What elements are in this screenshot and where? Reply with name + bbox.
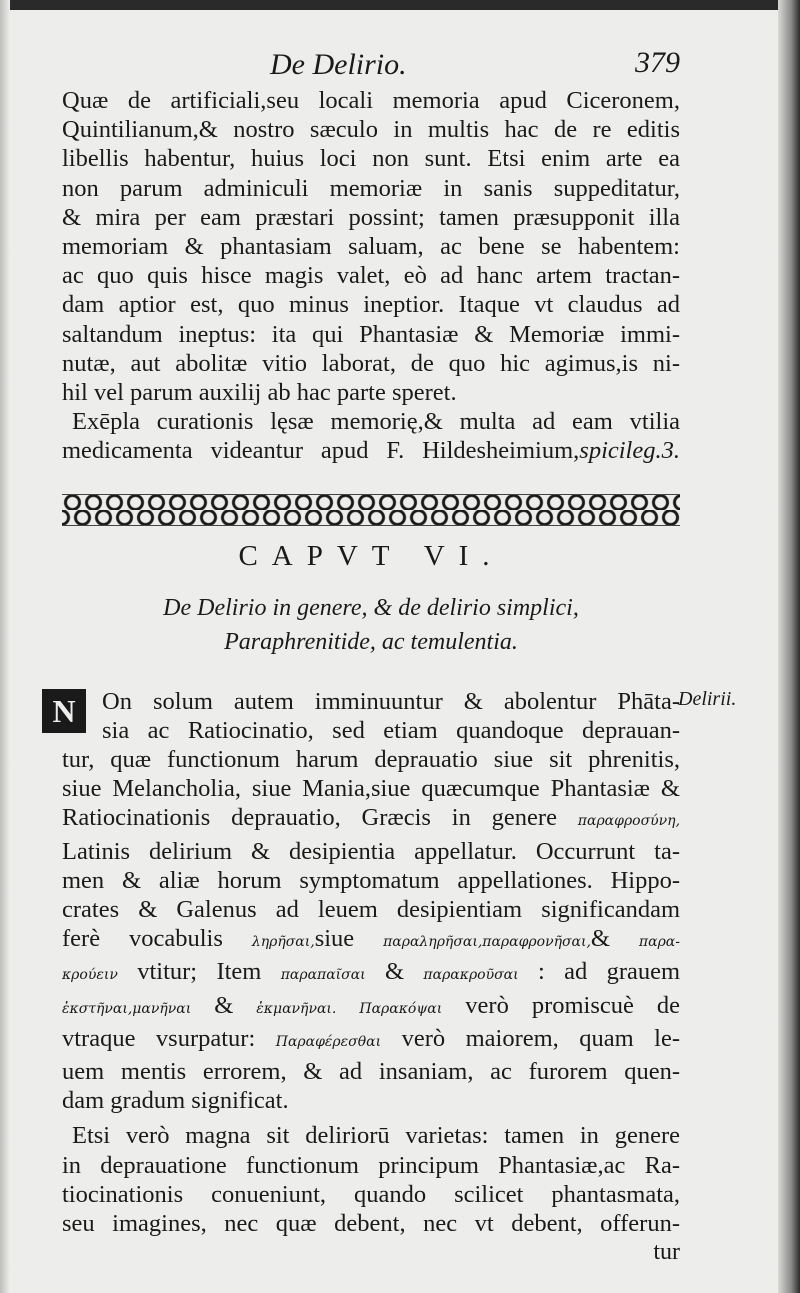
- greek-word: παραπαῖσαι: [280, 967, 366, 984]
- greek-word: ληρῆσαι,: [251, 934, 315, 951]
- text-line: non parum adminiculi memoriæ in sanis suppeditatur,: [62, 174, 680, 202]
- text-run: vtitur; Item: [137, 958, 262, 986]
- text-run: ferè vocabulis: [62, 925, 223, 953]
- text-line: hil vel parum auxilij ab hac parte speret.: [62, 379, 457, 407]
- page-edge-left: [0, 0, 10, 1293]
- marginal-note: Delirii.: [678, 688, 737, 710]
- text-run: &: [590, 925, 610, 953]
- chapter-subtitle: [62, 591, 680, 659]
- text-line: ac quo quis hisce magis valet, eò ad hanc artem tractan-: [62, 262, 680, 290]
- text-line: dam gradum significat.: [62, 1087, 289, 1115]
- text-line: Latinis delirium & desipientia appellatur. Occurrunt ta-: [62, 837, 680, 865]
- text-run: vtraque vsurpatur:: [62, 1024, 256, 1052]
- text-line: uem mentis errorem, & ad insaniam, ac furorem quen-: [62, 1058, 680, 1086]
- text-line: tur, quæ functionum harum deprauatio siue sit phrenitis,: [62, 746, 680, 774]
- subtitle-line: De Delirio in genere, & de delirio simplici,: [163, 594, 579, 621]
- text-line: nutæ, aut abolitæ vitio laborat, de quo hic agimus,is ni-: [62, 349, 680, 377]
- text-line: memoriam & phantasiam saluam, ac bene se habentem:: [62, 233, 680, 261]
- text-run: siue: [314, 925, 355, 953]
- chapter-heading: CAPVT VI.: [238, 539, 504, 572]
- text-line: sia ac Ratiocinatio, sed etiam quandoque deprauan-: [102, 716, 680, 744]
- text-line: saltandum ineptus: ita qui Phantasiæ & Memoriæ immi-: [62, 320, 680, 348]
- page-edge-right: [778, 0, 800, 1293]
- text-line: [62, 436, 680, 465]
- text-line: [62, 803, 680, 836]
- greek-word: παρα-: [638, 934, 680, 951]
- greek-word: κρούειν: [62, 967, 118, 984]
- text-line: Etsi verò magna sit deliriorū varietas: tamen in genere: [72, 1122, 680, 1150]
- page-number: 379: [635, 46, 680, 79]
- text-run: &: [214, 991, 234, 1019]
- greek-word: Παρακόψαι: [359, 1000, 443, 1017]
- text-line: seu imagines, nec quæ debent, nec vt debent, offerun-: [62, 1210, 680, 1238]
- text-run: verò maiorem, quam le-: [401, 1024, 681, 1052]
- catchword: tur: [653, 1239, 680, 1266]
- paragraph-2: [52, 687, 681, 1116]
- paragraph-3: [62, 1121, 680, 1238]
- greek-word: παρακροῦσαι: [423, 967, 519, 984]
- text-line: crates & Galenus ad leuem desipientiam significandam: [62, 896, 680, 924]
- page-content: [52, 40, 681, 1267]
- paragraph-1b: [62, 407, 680, 465]
- running-title: De Delirio.: [270, 48, 407, 81]
- text-run: verò promiscuè de: [465, 991, 681, 1019]
- text-line: [62, 957, 680, 990]
- text-line: & mira per eam præstari possint; tamen præsupponit illa: [62, 203, 680, 231]
- text-line: [62, 924, 680, 957]
- reference-citation: spicileg.3.: [579, 437, 680, 465]
- text-run: medicamenta videantur apud F. Hildesheimium,: [62, 437, 580, 465]
- subtitle-line: Paraphrenitide, ac temulentia.: [224, 628, 518, 655]
- text-run: &: [385, 958, 405, 986]
- greek-word: παραληρῆσαι,παραφρονῆσαι,: [383, 934, 591, 951]
- page-edge-top: [0, 0, 800, 10]
- text-run: : ad grauem: [537, 958, 681, 986]
- ornamental-divider: [62, 494, 680, 526]
- text-line: in deprauatione functionum principum Phantasiæ,ac Ra-: [62, 1151, 680, 1179]
- greek-word: Παραφέρεσθαι: [275, 1033, 382, 1050]
- text-run: Ratiocinationis deprauatio, Græcis in genere: [62, 804, 557, 832]
- text-line: siue Melancholia, siue Mania,siue quæcumque Phantasiæ &: [62, 775, 680, 803]
- text-line: libellis habentur, huius loci non sunt. Etsi enim arte ea: [62, 145, 680, 173]
- text-line: [62, 991, 680, 1024]
- text-line: tiocinationis conueniunt, quando scilicet phantasmata,: [62, 1180, 680, 1208]
- text-line: On solum autem imminuuntur & abolentur Phāta-: [102, 687, 680, 715]
- running-header: [62, 40, 680, 86]
- drop-cap: N: [42, 689, 86, 733]
- paragraph-1: [62, 86, 680, 407]
- text-line: [62, 1024, 680, 1057]
- greek-word: παραφροσύνη,: [577, 813, 681, 830]
- text-line: men & aliæ horum symptomatum appellationes. Hippo-: [62, 866, 680, 894]
- text-line: dam aptior est, quo minus ineptior. Itaque vt claudus ad: [62, 291, 680, 319]
- greek-word: ἐκστῆναι,μανῆναι: [62, 1000, 192, 1017]
- text-line: Exēpla curationis lęsæ memorię,& multa ad eam vtilia: [72, 408, 680, 436]
- text-line: Quæ de artificiali,seu locali memoria apud Ciceronem,: [62, 87, 680, 114]
- text-line: Quintilianum,& nostro sæculo in multis hac de re editis: [62, 116, 680, 144]
- greek-word: ἐκμανῆναι.: [256, 1000, 337, 1017]
